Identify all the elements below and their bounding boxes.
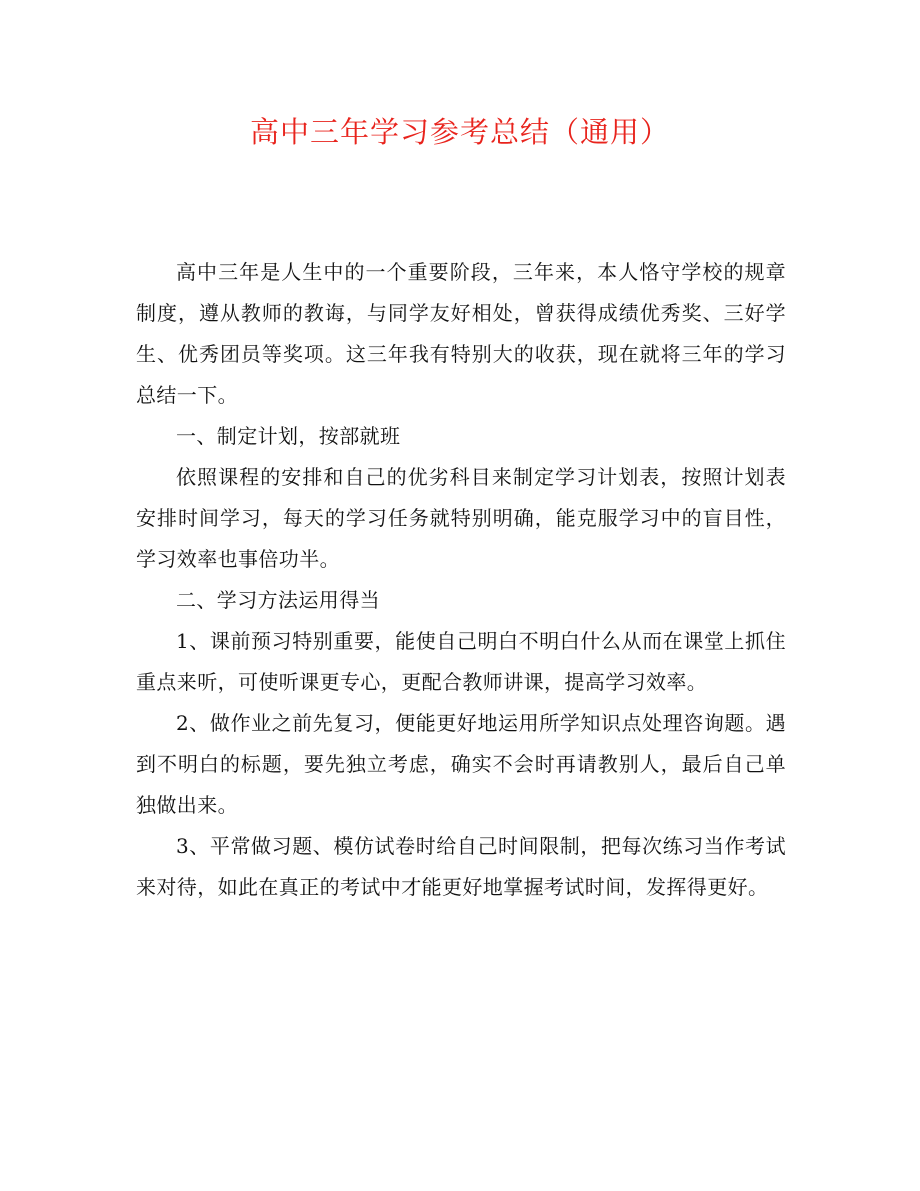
paragraph-method-3: 3、平常做习题、模仿试卷时给自己时间限制，把每次练习当作考试来对待，如此在真正的考试中才能更好地掌握考试时间，发挥得更好。 [136,834,786,899]
document-body [136,252,786,908]
section-heading-1: 一、制定计划，按部就班 [176,424,401,448]
paragraph-intro: 高中三年是人生中的一个重要阶段，三年来，本人恪守学校的规章制度，遵从教师的教诲，与同学友好相处，曾获得成绩优秀奖、三好学生、优秀团员等奖项。这三年我有特别大的收获，现在就将三年的学习总结一下。 [136,260,786,407]
document-title: 高中三年学习参考总结（通用） [249,115,670,149]
paragraph-method-1: 1、课前预习特别重要，能使自己明白不明白什么从而在课堂上抓住重点来听，可使听课更专心，更配合教师讲课，提高学习效率。 [136,629,786,694]
section-heading-2: 二、学习方法运用得当 [176,588,380,612]
paragraph-method-2: 2、做作业之前先复习，便能更好地运用所学知识点处理咨询题。遇到不明白的标题，要先独立考虑，确实不会时再请教别人，最后自己单独做出来。 [136,711,786,817]
paragraph-plan: 依照课程的安排和自己的优劣科目来制定学习计划表，按照计划表安排时间学习，每天的学习任务就特别明确，能克服学习中的盲目性，学习效率也事倍功半。 [136,465,786,571]
